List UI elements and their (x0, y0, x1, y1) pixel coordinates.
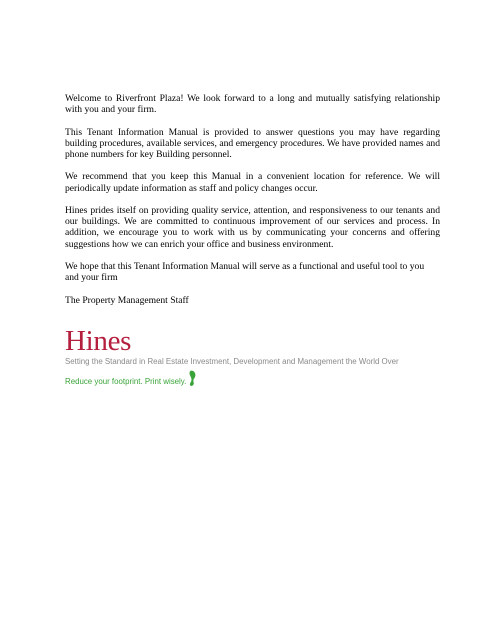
hines-logo: Hines (65, 325, 132, 357)
service-commitment-paragraph: Hines prides itself on providing quality service, attention, and responsiveness to our tenants and our buildings. We are committed to continuous improvement of our services and process. In addition, we encourage you to work with us by communicating your concerns and offering suggestions how we can enrich your office and business environment. (65, 204, 440, 250)
closing-paragraph: We hope that this Tenant Information Manual will serve as a functional and useful tool to you and your firm (65, 260, 425, 284)
signature-line: The Property Management Staff (65, 294, 189, 306)
brand-block (65, 326, 445, 390)
keep-manual-paragraph: We recommend that you keep this Manual in a convenient location for reference. We will periodically update information as staff and policy changes occur. (65, 171, 440, 194)
welcome-paragraph: Welcome to Riverfront Plaza! We look forward to a long and mutually satisfying relationship with you and your firm. (65, 93, 440, 116)
footprint-icon (189, 370, 198, 387)
eco-message: Reduce your footprint. Print wisely. (65, 376, 187, 386)
brand-tagline: Setting the Standard in Real Estate Investment, Development and Management the World Over (65, 357, 399, 366)
eco-message-row (65, 373, 445, 390)
manual-purpose-paragraph: This Tenant Information Manual is provided to answer questions you may have regarding building procedures, available services, and emergency procedures. We have provided names and phone numbers for key Building personnel. (65, 126, 440, 160)
letter-body (65, 93, 440, 306)
